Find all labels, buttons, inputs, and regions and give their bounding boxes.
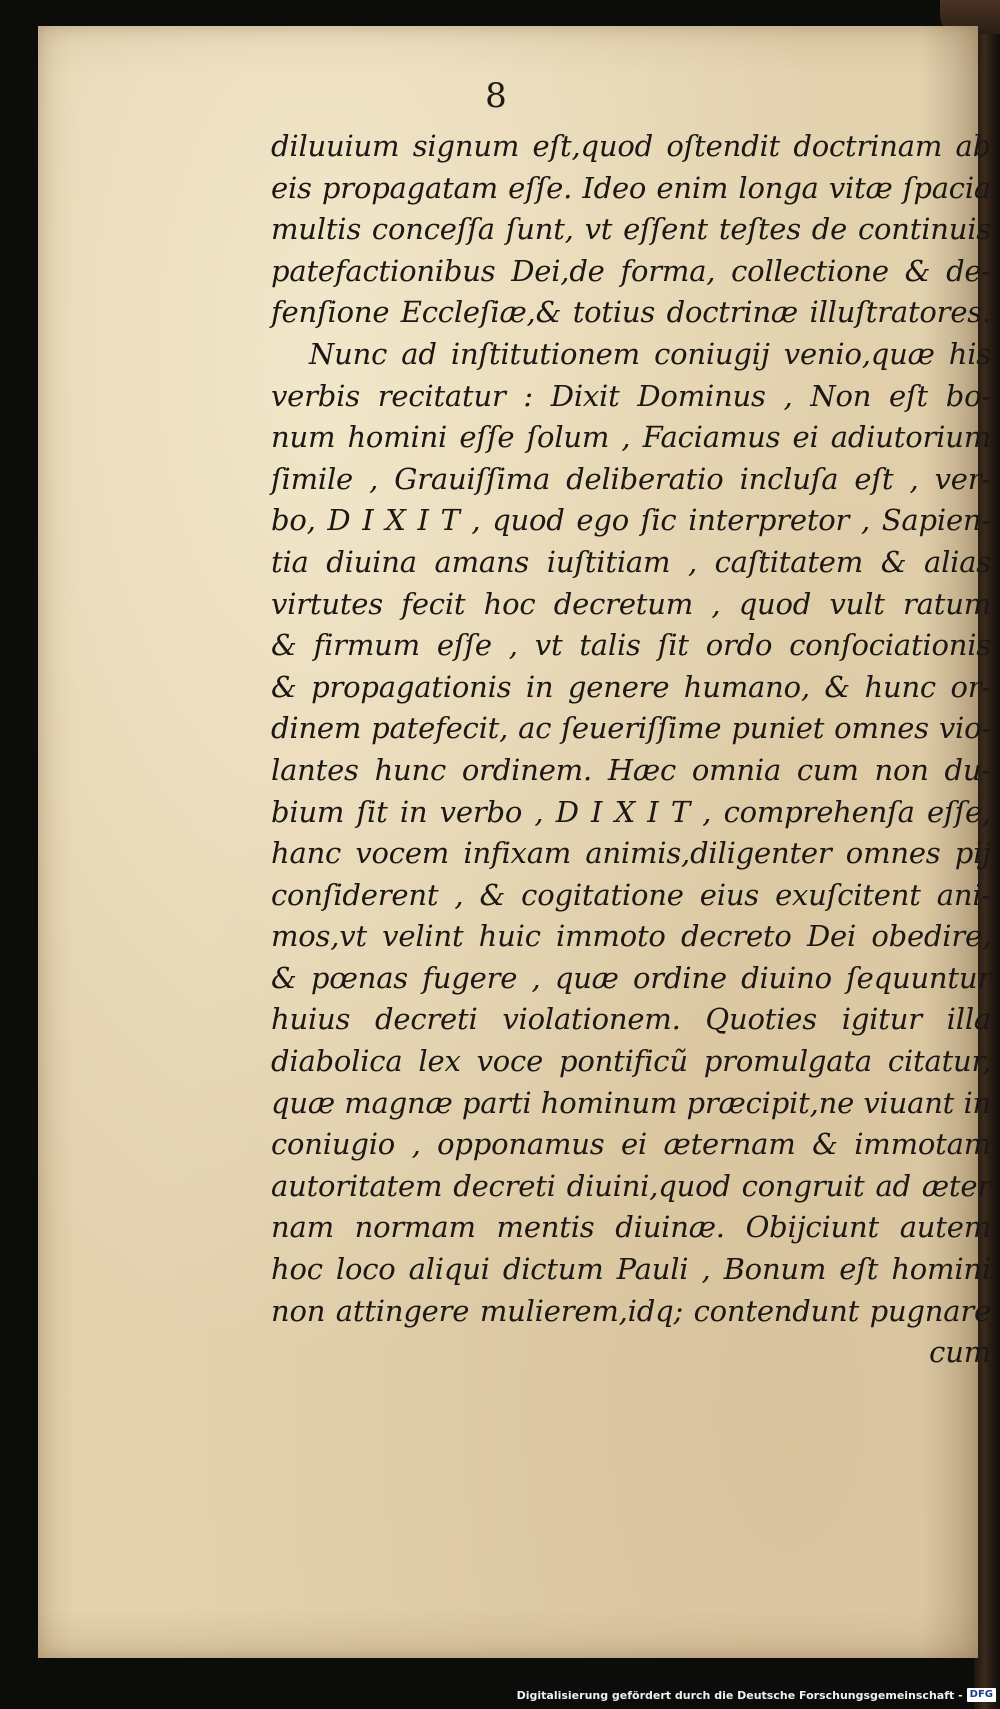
- text-line: dinem patefecit, ac ſeueriſſime puniet omnes vio-: [271, 711, 991, 746]
- text-line: hoc loco aliqui dictum Pauli , Bonum eſt homini: [271, 1252, 991, 1287]
- text-line: diabolica lex voce pontificũ promulgata citatur,: [271, 1044, 991, 1079]
- dfg-logo-icon: DFG: [967, 1688, 996, 1702]
- text-line: ſimile , Grauiſſima deliberatio incluſa eſt , ver-: [271, 461, 991, 496]
- text-line: bo, D I X I T , quod ego ſic interpretor , Sapien-: [271, 503, 991, 538]
- book-page: [38, 26, 991, 1658]
- body-text: [271, 126, 991, 1374]
- text-line: non attingere mulierem,idq; contendunt pugnare: [271, 1293, 991, 1328]
- text-line: Nunc ad inſtitutionem coniugij venio,quæ his: [309, 336, 991, 371]
- text-line: nam normam mentis diuinæ. Obijciunt autem: [271, 1210, 991, 1245]
- text-line: & pœnas fugere , quæ ordine diuino ſequuntur: [271, 960, 991, 995]
- text-line: quæ magnæ parti hominum præcipit,ne viuant in: [271, 1085, 991, 1120]
- page-number: 8: [485, 76, 507, 116]
- text-line: & propagationis in genere humano, & hunc or-: [271, 669, 991, 704]
- text-line: huius decreti violationem. Quoties igitur illa: [271, 1002, 991, 1037]
- credit-text: Digitalisierung gefördert durch die Deutsche Forschungsgemeinschaft -: [516, 1688, 963, 1702]
- text-line: eis propagatam eſſe. Ideo enim longa vitæ ſpacia: [271, 170, 991, 205]
- text-line: multis conceſſa ſunt, vt eſſent teſtes de continuis: [271, 212, 991, 247]
- text-line: num homini eſſe ſolum , Faciamus ei adiutorium: [271, 420, 991, 455]
- text-line: lantes hunc ordinem. Hæc omnia cum non du-: [271, 752, 991, 787]
- text-line: verbis recitatur : Dixit Dominus , Non eſt bo-: [271, 378, 991, 413]
- text-line: bium ſit in verbo , D I X I T , comprehenſa eſſe,: [271, 794, 991, 829]
- text-line: diluuium signum eſt,quod oſtendit doctrinam ab: [271, 129, 991, 163]
- text-line: autoritatem decreti diuini,quod congruit ad æter: [271, 1168, 991, 1203]
- text-line: hanc vocem infixam animis,diligenter omnes pij: [271, 836, 991, 871]
- text-line: & firmum eſſe , vt talis ſit ordo conſociationis: [271, 628, 991, 663]
- text-line: tia diuina amans iuſtitiam , caſtitatem & alias: [271, 544, 991, 579]
- digitization-credit: [517, 1687, 996, 1703]
- catchword: cum: [929, 1335, 991, 1370]
- text-line: mos,vt velint huic immoto decreto Dei obedire,: [271, 919, 991, 954]
- text-line: fenſione Eccleſiæ,& totius doctrinæ illuſtratores.: [271, 295, 991, 330]
- text-line: patefactionibus Dei,de forma, collectione & de-: [271, 253, 991, 288]
- text-line: virtutes fecit hoc decretum , quod vult ratum: [271, 586, 991, 621]
- text-line: coniugio , opponamus ei æternam & immotam: [271, 1127, 991, 1162]
- text-line: conſiderent , & cogitatione eius exuſcitent ani-: [271, 877, 991, 912]
